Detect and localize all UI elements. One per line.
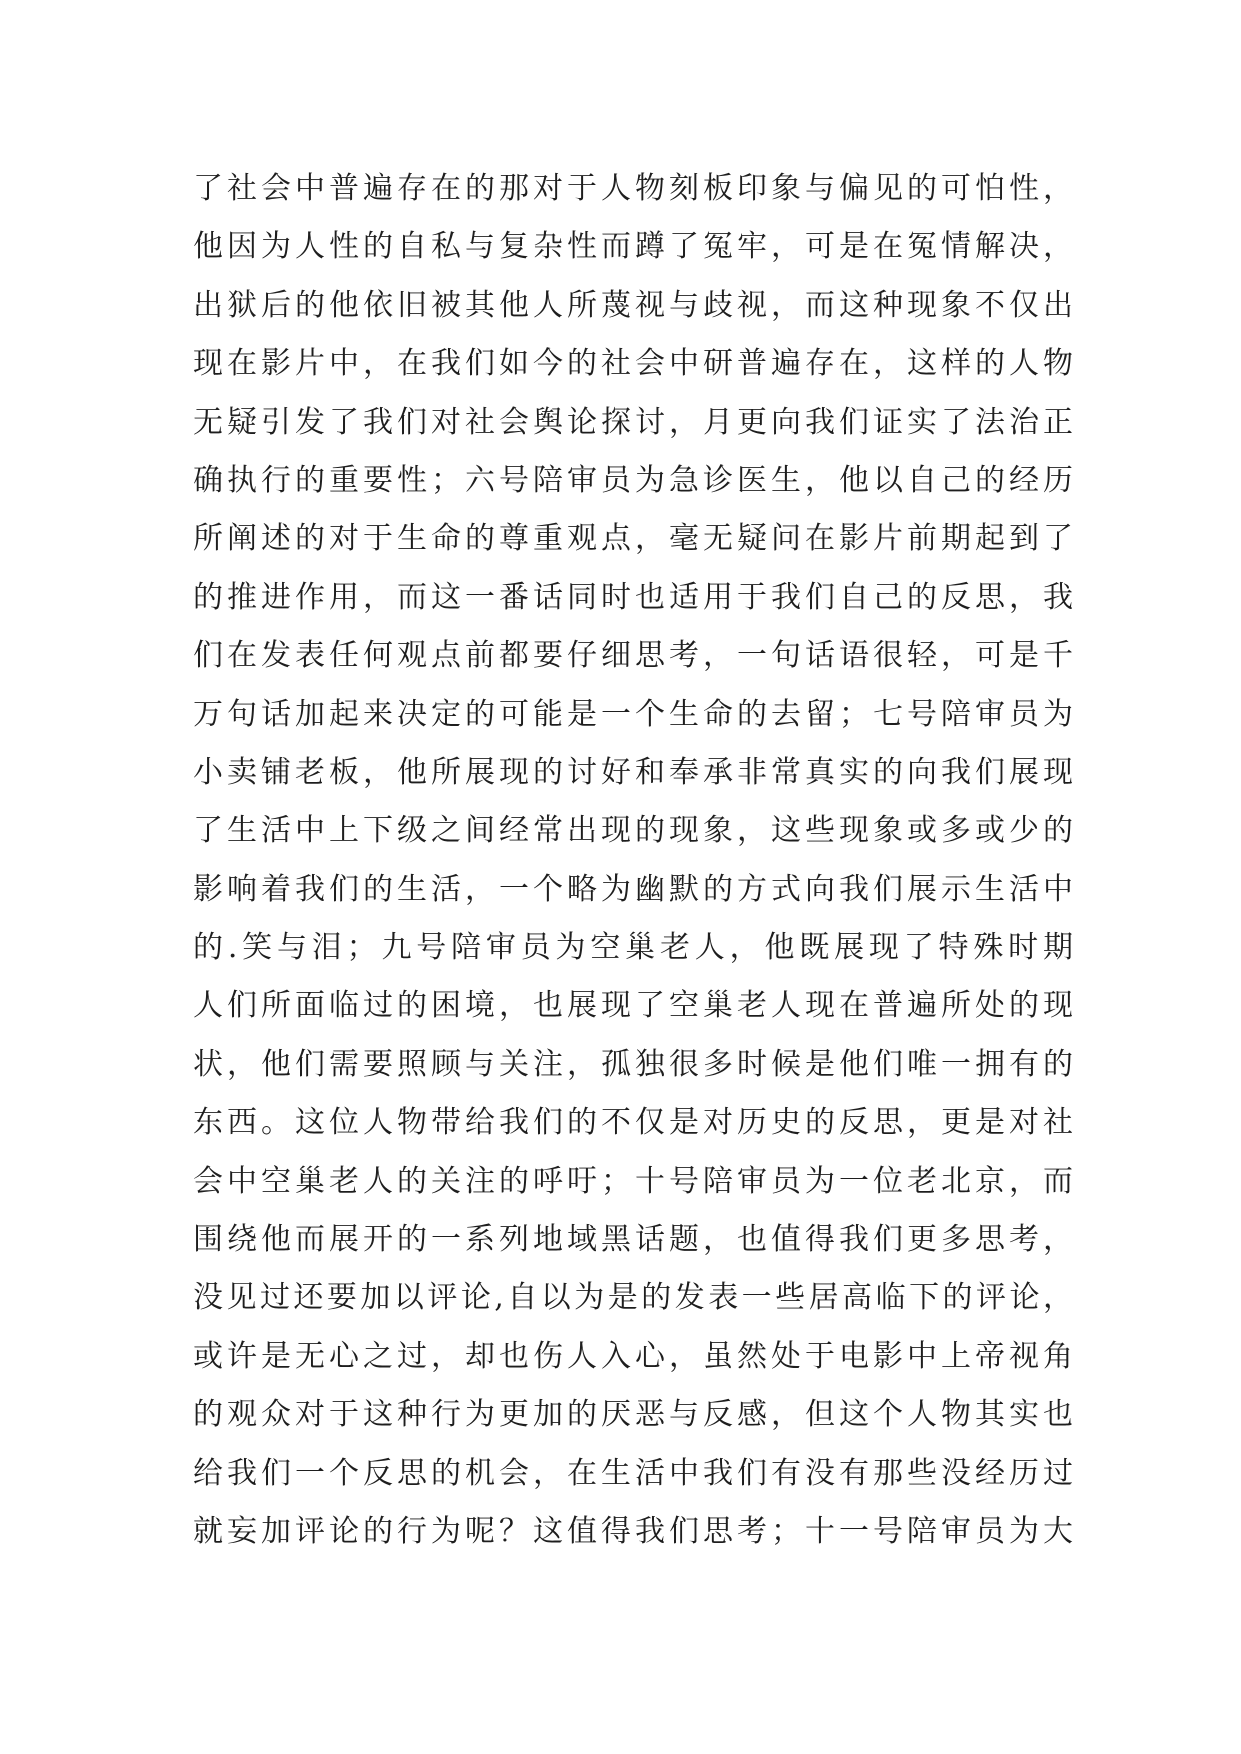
- text-line: 万句话加起来决定的可能是一个生命的去留；七号陪审员为: [193, 696, 1073, 732]
- body-paragraph: [193, 160, 1073, 1561]
- text-line: 现在影片中，在我们如今的社会中研普遍存在，这样的人物: [193, 346, 1073, 382]
- text-line: 影响着我们的生活，一个略为幽默的方式向我们展示生活中: [193, 871, 1073, 907]
- text-line: 给我们一个反思的机会，在生活中我们有没有那些没经历过: [193, 1455, 1073, 1491]
- text-line: 东西。这位人物带给我们的不仅是对历史的反思，更是对社: [193, 1105, 1073, 1141]
- text-line: 小卖铺老板，他所展现的讨好和奉承非常真实的向我们展现: [193, 754, 1073, 790]
- text-line: 人们所面临过的困境，也展现了空巢老人现在普遍所处的现: [193, 988, 1073, 1024]
- text-line: 出狱后的他依旧被其他人所蔑视与歧视，而这种现象不仅出: [193, 287, 1073, 323]
- text-line: 他因为人性的自私与复杂性而蹲了冤牢，可是在冤情解决，: [193, 229, 1073, 265]
- text-line: 确执行的重要性；六号陪审员为急诊医生，他以自己的经历: [193, 462, 1073, 498]
- text-line: 就妄加评论的行为呢？这值得我们思考；十一号陪审员为大: [193, 1513, 1073, 1549]
- text-line: 会中空巢老人的关注的呼吁；十号陪审员为一位老北京，而: [193, 1163, 1073, 1199]
- text-line: 的.笑与泪；九号陪审员为空巢老人，他既展现了特殊时期: [193, 930, 1073, 966]
- text-line: 无疑引发了我们对社会舆论探讨，月更向我们证实了法治正: [193, 404, 1073, 440]
- text-line: 了社会中普遍存在的那对于人物刻板印象与偏见的可怕性，: [193, 171, 1073, 206]
- text-line: 们在发表任何观点前都要仔细思考，一句话语很轻，可是千: [193, 638, 1073, 674]
- text-line: 的推进作用，而这一番话同时也适用于我们自己的反思，我: [193, 579, 1073, 615]
- text-line: 围绕他而展开的一系列地域黑话题，也值得我们更多思考，: [193, 1222, 1073, 1258]
- text-line: 状，他们需要照顾与关注，孤独很多时候是他们唯一拥有的: [193, 1046, 1073, 1082]
- text-line: 的观众对于这种行为更加的厌恶与反感，但这个人物其实也: [193, 1397, 1073, 1433]
- text-line: 没见过还要加以评论,自以为是的发表一些居高临下的评论，: [193, 1280, 1073, 1316]
- text-line: 所阐述的对于生命的尊重观点，毫无疑问在影片前期起到了: [193, 521, 1073, 557]
- text-line: 或许是无心之过，却也伤人入心，虽然处于电影中上帝视角: [193, 1338, 1073, 1374]
- text-line: 了生活中上下级之间经常出现的现象，这些现象或多或少的: [193, 813, 1073, 849]
